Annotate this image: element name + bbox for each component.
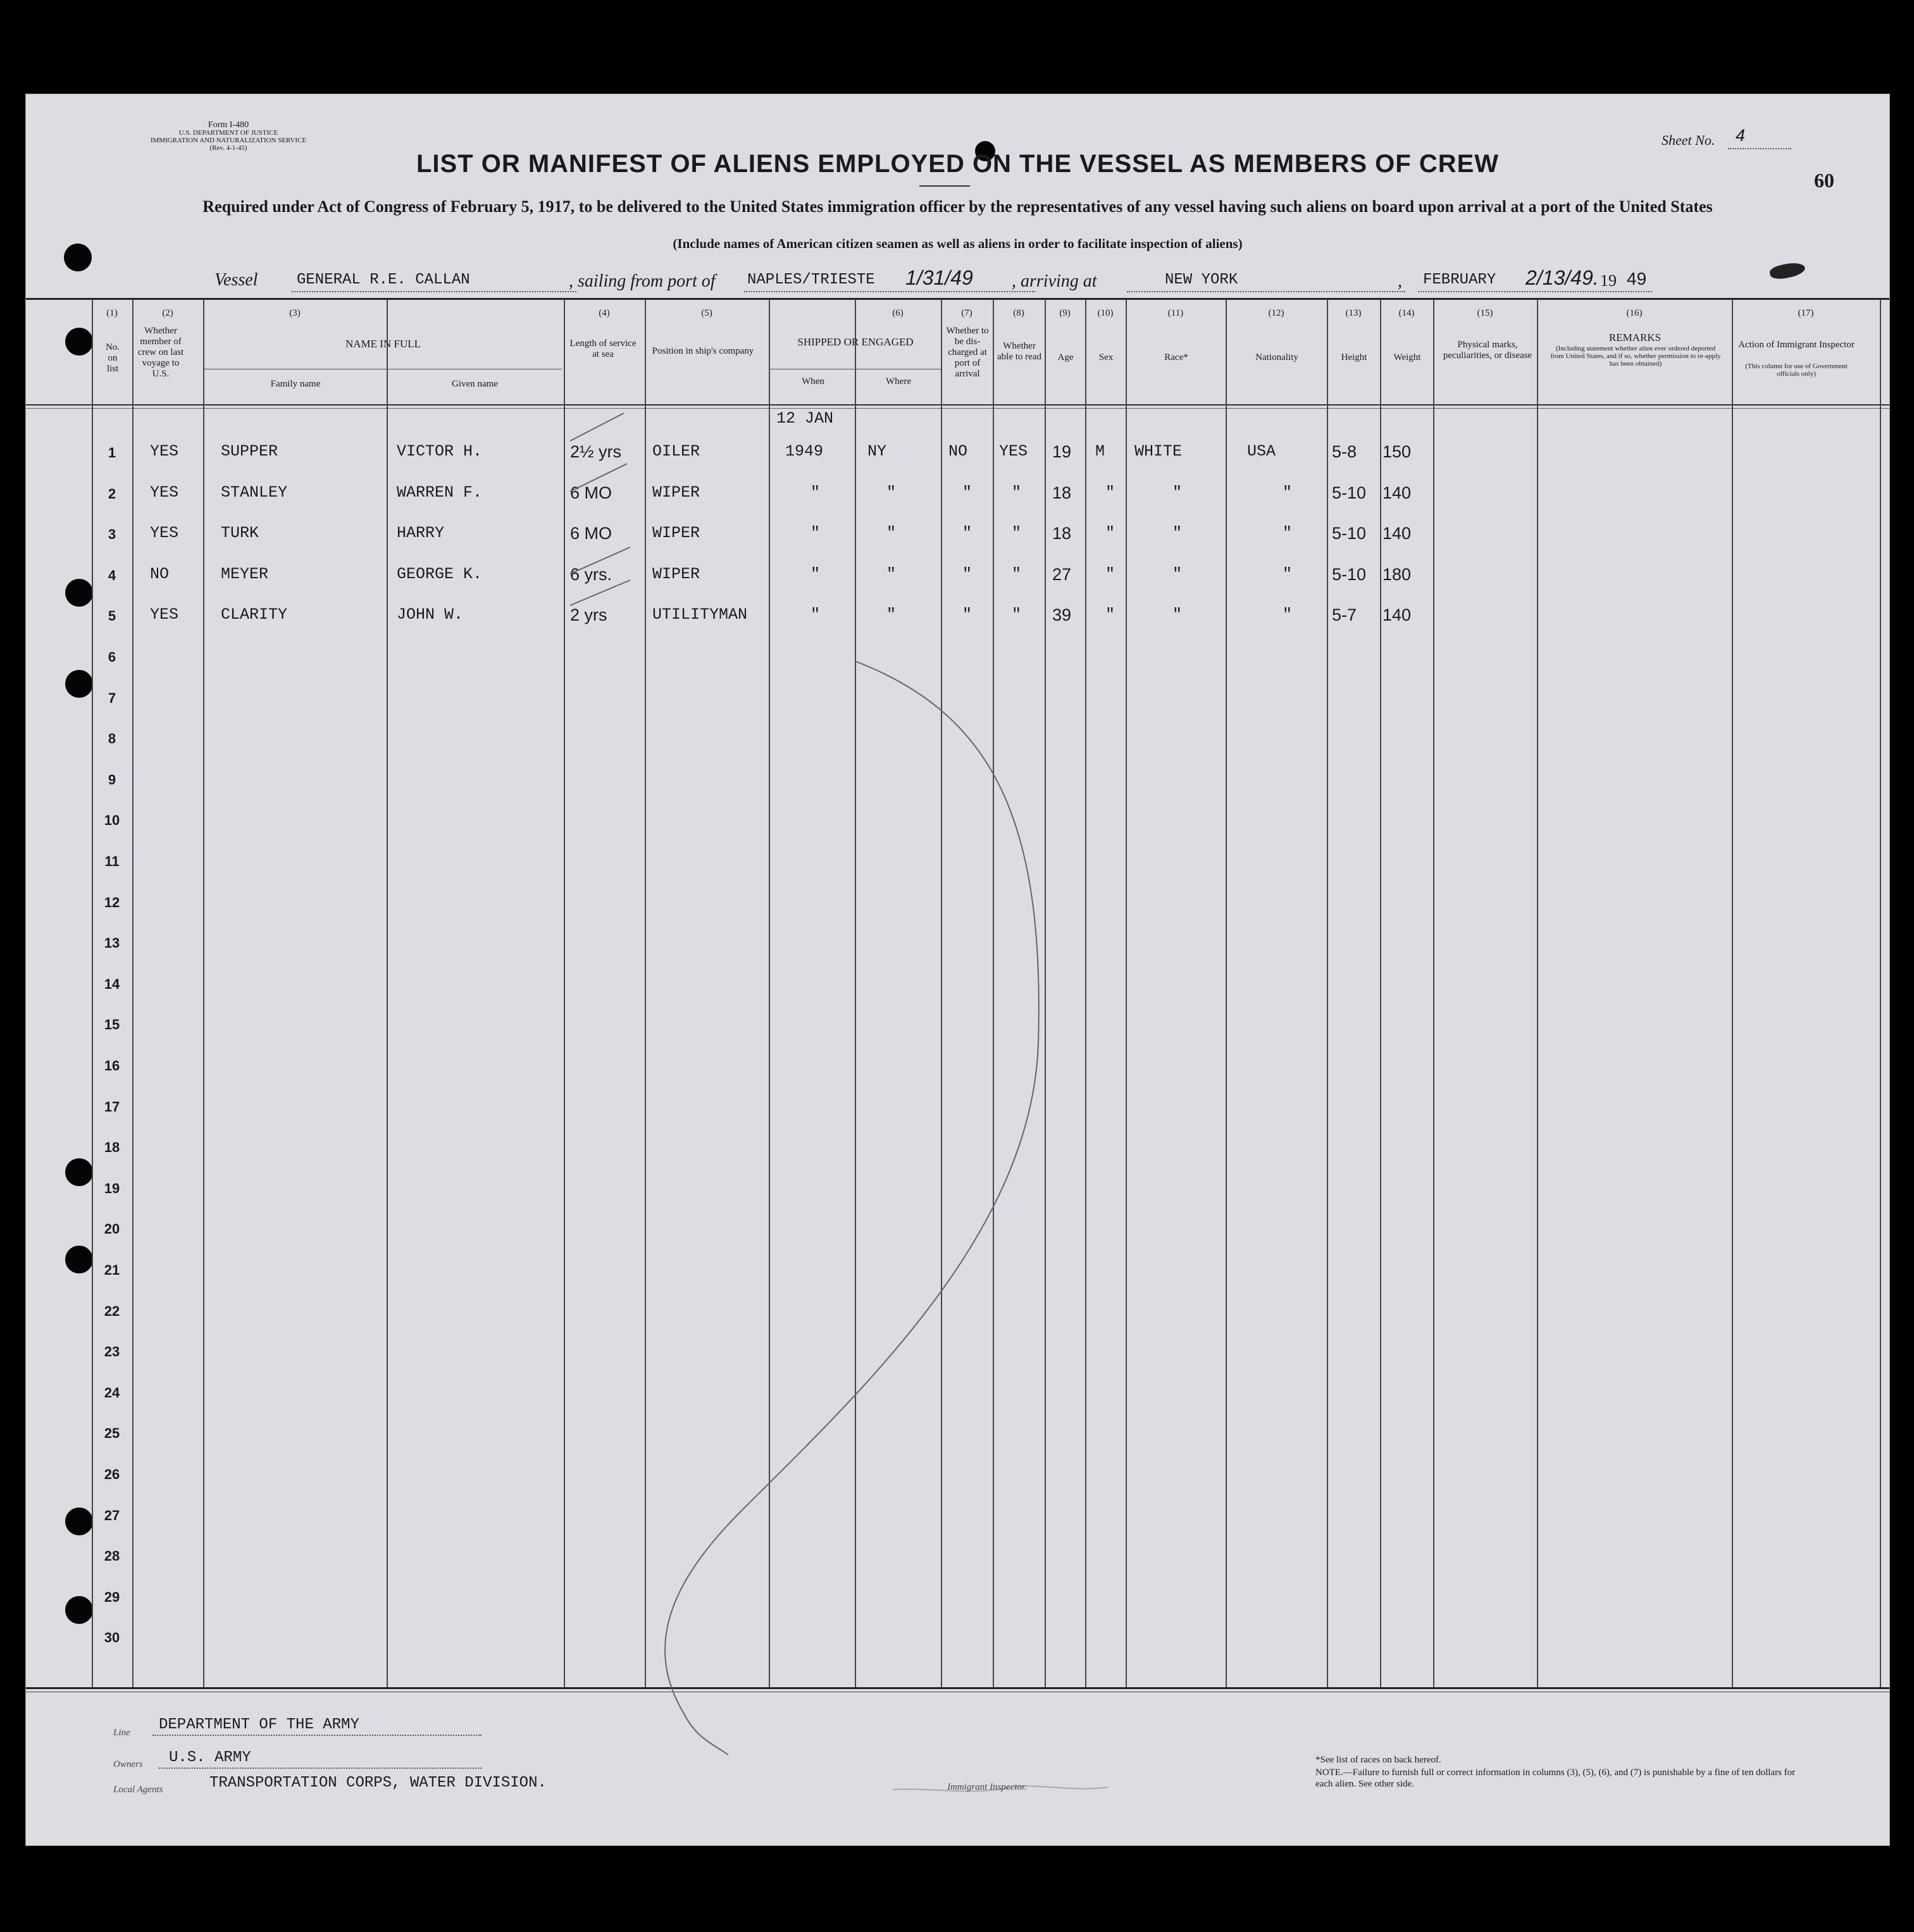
col-head-name: NAME IN FULL (345, 338, 421, 350)
sailing-label: , sailing from port of (569, 271, 716, 291)
column-number: (15) (1477, 308, 1493, 318)
arrival-date: 2/13/49. (1526, 266, 1599, 289)
row-number: 15 (104, 1017, 120, 1033)
row-number: 25 (104, 1425, 120, 1442)
cell-when: " (811, 483, 821, 502)
cell-height: 5-10 (1332, 524, 1367, 543)
row-number: 26 (104, 1466, 120, 1482)
cell-read: " (1012, 564, 1022, 583)
cell-family-name: CLARITY (221, 605, 288, 624)
cell-given-name: GEORGE K. (397, 564, 483, 583)
footer-owners-label: Owners (113, 1759, 143, 1769)
row-number: 8 (108, 731, 116, 747)
column-number: (16) (1626, 308, 1643, 318)
cell-discharged: NO (948, 442, 968, 461)
cell-weight: 180 (1383, 564, 1412, 584)
cell-family-name: MEYER (221, 564, 269, 583)
row-number: 6 (108, 649, 116, 665)
cell-family-name: STANLEY (221, 483, 288, 502)
col-head-when: When (802, 376, 824, 387)
col-head-action-sub: (This column for use of Government officials only) (1745, 362, 1848, 378)
column-number: (14) (1398, 308, 1415, 318)
cell-where: " (886, 524, 897, 543)
cell-age: 18 (1052, 483, 1072, 502)
col-head-position: Position in ship's company (652, 346, 754, 356)
column-number: (10) (1097, 308, 1114, 318)
row-number: 23 (104, 1344, 120, 1360)
col-head-nationality: Nationality (1255, 352, 1298, 362)
cell-nationality: " (1283, 564, 1293, 583)
cell-given-name: WARREN F. (397, 483, 483, 502)
cell-family-name: SUPPER (221, 442, 278, 461)
cell-nationality: " (1283, 605, 1293, 624)
cell-service: 2½ yrs (570, 442, 622, 461)
cell-read: " (1012, 605, 1022, 624)
column-number: (8) (1013, 308, 1024, 318)
cell-discharged: " (962, 605, 973, 624)
row-number: 1 (108, 445, 116, 461)
cell-where: " (886, 564, 897, 583)
cell-where: " (886, 605, 897, 624)
cell-read: " (1012, 524, 1022, 543)
col-head-no: No. on list (105, 342, 120, 374)
row-number: 16 (104, 1058, 120, 1074)
cell-weight: 140 (1383, 524, 1412, 543)
footer-agents-label: Local Agents (113, 1785, 163, 1795)
arrival-month: FEBRUARY (1423, 271, 1496, 288)
manifest-sheet (25, 94, 1890, 1846)
cell-where: NY (867, 442, 887, 461)
cell-sex: " (1105, 605, 1115, 624)
cell-when: " (811, 564, 821, 583)
row-number: 5 (108, 608, 116, 624)
cell-sex: " (1105, 564, 1115, 583)
cell-position: WIPER (652, 524, 700, 543)
row-number: 29 (104, 1588, 120, 1605)
sailing-date: 1/31/49 (905, 266, 973, 289)
row-number: 12 (104, 894, 120, 910)
column-number: (13) (1345, 308, 1362, 318)
cell-member: YES (150, 605, 179, 624)
row-number: 22 (104, 1303, 120, 1319)
cell-nationality: " (1283, 524, 1293, 543)
cell-age: 19 (1052, 442, 1072, 461)
cell-service: 6 MO (570, 524, 612, 543)
col-head-discharged: Whether to be dis- charged at port of arrival (946, 326, 989, 379)
cell-sex: " (1105, 483, 1115, 502)
row-number: 4 (108, 567, 116, 583)
cell-race: " (1172, 483, 1183, 502)
col-head-height: Height (1341, 352, 1367, 362)
cell-service: 6 MO (570, 483, 612, 502)
cell-position: WIPER (652, 564, 700, 583)
cell-given-name: VICTOR H. (397, 442, 483, 461)
column-number: (6) (892, 308, 904, 318)
cell-member: YES (150, 442, 179, 461)
col-head-age: Age (1057, 352, 1074, 362)
row-number: 20 (104, 1221, 120, 1237)
cell-sex: M (1095, 442, 1105, 461)
row-number: 3 (108, 526, 116, 543)
column-number: (12) (1268, 308, 1284, 318)
col-head-race: Race* (1164, 352, 1188, 362)
row-number: 17 (104, 1098, 120, 1115)
cell-service: 6 yrs. (570, 564, 612, 584)
column-number: (9) (1059, 308, 1071, 318)
year: 49 (1627, 269, 1647, 288)
cell-family-name: TURK (221, 524, 259, 543)
cell-race: " (1172, 524, 1183, 543)
cell-when-top: 12 JAN (776, 409, 834, 428)
cell-discharged: " (962, 564, 973, 583)
cell-read: YES (999, 442, 1028, 461)
cell-member: NO (150, 564, 170, 583)
cell-given-name: HARRY (397, 524, 445, 543)
comma: , (1398, 271, 1402, 291)
cell-race: WHITE (1134, 442, 1183, 461)
row-number: 21 (104, 1262, 120, 1278)
column-number: (17) (1798, 308, 1814, 318)
row-number: 9 (108, 771, 116, 788)
row-number: 18 (104, 1139, 120, 1156)
col-head-where: Where (886, 376, 911, 387)
cell-race: " (1172, 564, 1183, 583)
row-number: 2 (108, 485, 116, 502)
arrival-port: NEW YORK (1165, 271, 1238, 288)
cell-member: YES (150, 483, 179, 502)
cell-when: " (811, 524, 821, 543)
subtitle: Required under Act of Congress of February 5, 1917, to be delivered to the United States immigration officer by the representatives of any vessel having such aliens on board upon arrival at a port of the United States (202, 197, 1713, 216)
row-number: 27 (104, 1507, 120, 1523)
sheet-label: Sheet No. (1662, 132, 1715, 148)
row-number: 11 (104, 853, 120, 869)
dept-line: U.S. DEPARTMENT OF JUSTICE (178, 129, 278, 137)
cell-age: 27 (1052, 564, 1072, 584)
cell-weight: 150 (1383, 442, 1412, 461)
sailing-port: NAPLES/TRIESTE (747, 271, 875, 288)
revision: (Rev. 4-1-45) (209, 144, 247, 152)
footer-line-value: DEPARTMENT OF THE ARMY (159, 1716, 359, 1733)
cell-height: 5-10 (1332, 483, 1367, 502)
cell-position: UTILITYMAN (652, 605, 748, 624)
cell-race: " (1172, 605, 1183, 624)
col-head-member: Whether member of crew on last voyage to U.S. (137, 326, 184, 379)
cell-position: WIPER (652, 483, 700, 502)
col-head-remarks: REMARKS (1608, 331, 1662, 344)
cell-given-name: JOHN W. (397, 605, 464, 624)
cell-weight: 140 (1383, 605, 1412, 625)
vessel-label: Vessel (214, 270, 258, 290)
arriving-label: , arriving at (1012, 271, 1097, 291)
cell-sex: " (1105, 524, 1115, 543)
col-head-given: Given name (452, 379, 498, 389)
fine-note: NOTE.—Failure to furnish full or correct information in columns (3), (5), (6), and (7) is punishable by a fine of ten dollars for each alien. See other side. (1315, 1768, 1796, 1789)
col-head-length: Length of service at sea (569, 338, 637, 359)
year-prefix: 19 (1600, 271, 1617, 290)
col-head-shipped: SHIPPED OR ENGAGED (797, 336, 914, 348)
row-number: 28 (104, 1548, 120, 1564)
pencil-marks (26, 94, 1889, 1845)
footer-agents-value: TRANSPORTATION CORPS, WATER DIVISION. (209, 1774, 547, 1792)
form-number: Form I-480 (208, 120, 249, 130)
col-head-family: Family name (270, 379, 321, 389)
row-number: 24 (104, 1384, 120, 1401)
include-note: (Include names of American citizen seamen as well as aliens in order to facilitate inspection of aliens) (673, 236, 1243, 251)
cell-member: YES (150, 524, 179, 543)
col-head-remarks-sub: (Including statement whether alien ever ordered deported from United States, and if so, whether permission to re-apply has been obtained) (1550, 345, 1721, 368)
inspector-label: Immigrant Inspector. (947, 1782, 1027, 1792)
footer-owners-value: U.S. ARMY (169, 1749, 251, 1766)
column-number: (7) (961, 308, 973, 318)
cell-nationality: USA (1247, 442, 1276, 461)
vessel-name: GENERAL R.E. CALLAN (297, 271, 470, 288)
column-number: (4) (599, 308, 610, 318)
cell-discharged: " (962, 483, 973, 502)
cell-nationality: " (1283, 483, 1293, 502)
page-title: LIST OR MANIFEST OF ALIENS EMPLOYED ON THE VESSEL AS MEMBERS OF CREW (416, 150, 1500, 178)
column-number: (3) (289, 308, 301, 318)
cell-discharged: " (962, 524, 973, 543)
cell-service: 2 yrs (570, 605, 607, 625)
cell-when: " (811, 605, 821, 624)
col-head-weight: Weight (1393, 352, 1421, 362)
cell-when: 1949 (785, 442, 824, 461)
cell-height: 5-7 (1332, 605, 1357, 625)
cell-age: 39 (1052, 605, 1072, 625)
column-number: (1) (106, 308, 118, 318)
column-number: (5) (701, 308, 712, 318)
row-number: 7 (108, 690, 116, 706)
footer-line-label: Line (113, 1728, 130, 1738)
cell-read: " (1012, 483, 1022, 502)
col-head-read: Whether able to read (997, 341, 1041, 362)
row-number: 19 (104, 1180, 120, 1196)
row-number: 30 (104, 1630, 120, 1646)
cell-weight: 140 (1383, 483, 1412, 502)
cell-position: OILER (652, 442, 700, 461)
column-number: (2) (162, 308, 173, 318)
col-head-action: Action of Immigrant Inspector (1738, 340, 1855, 350)
col-head-physical: Physical marks, peculiarities, or disease (1443, 340, 1532, 361)
row-number: 14 (104, 975, 120, 992)
row-number: 13 (104, 935, 120, 951)
race-note: *See list of races on back hereof. (1315, 1755, 1441, 1765)
page-number: 60 (1814, 169, 1834, 192)
row-number: 10 (104, 812, 120, 829)
cell-height: 5-10 (1332, 564, 1367, 584)
column-number: (11) (1167, 308, 1184, 318)
sheet-number: 4 (1736, 126, 1746, 145)
dept-line: IMMIGRATION AND NATURALIZATION SERVICE (150, 137, 307, 144)
cell-where: " (886, 483, 897, 502)
cell-height: 5-8 (1332, 442, 1357, 461)
col-head-sex: Sex (1098, 352, 1114, 362)
cell-age: 18 (1052, 524, 1072, 543)
